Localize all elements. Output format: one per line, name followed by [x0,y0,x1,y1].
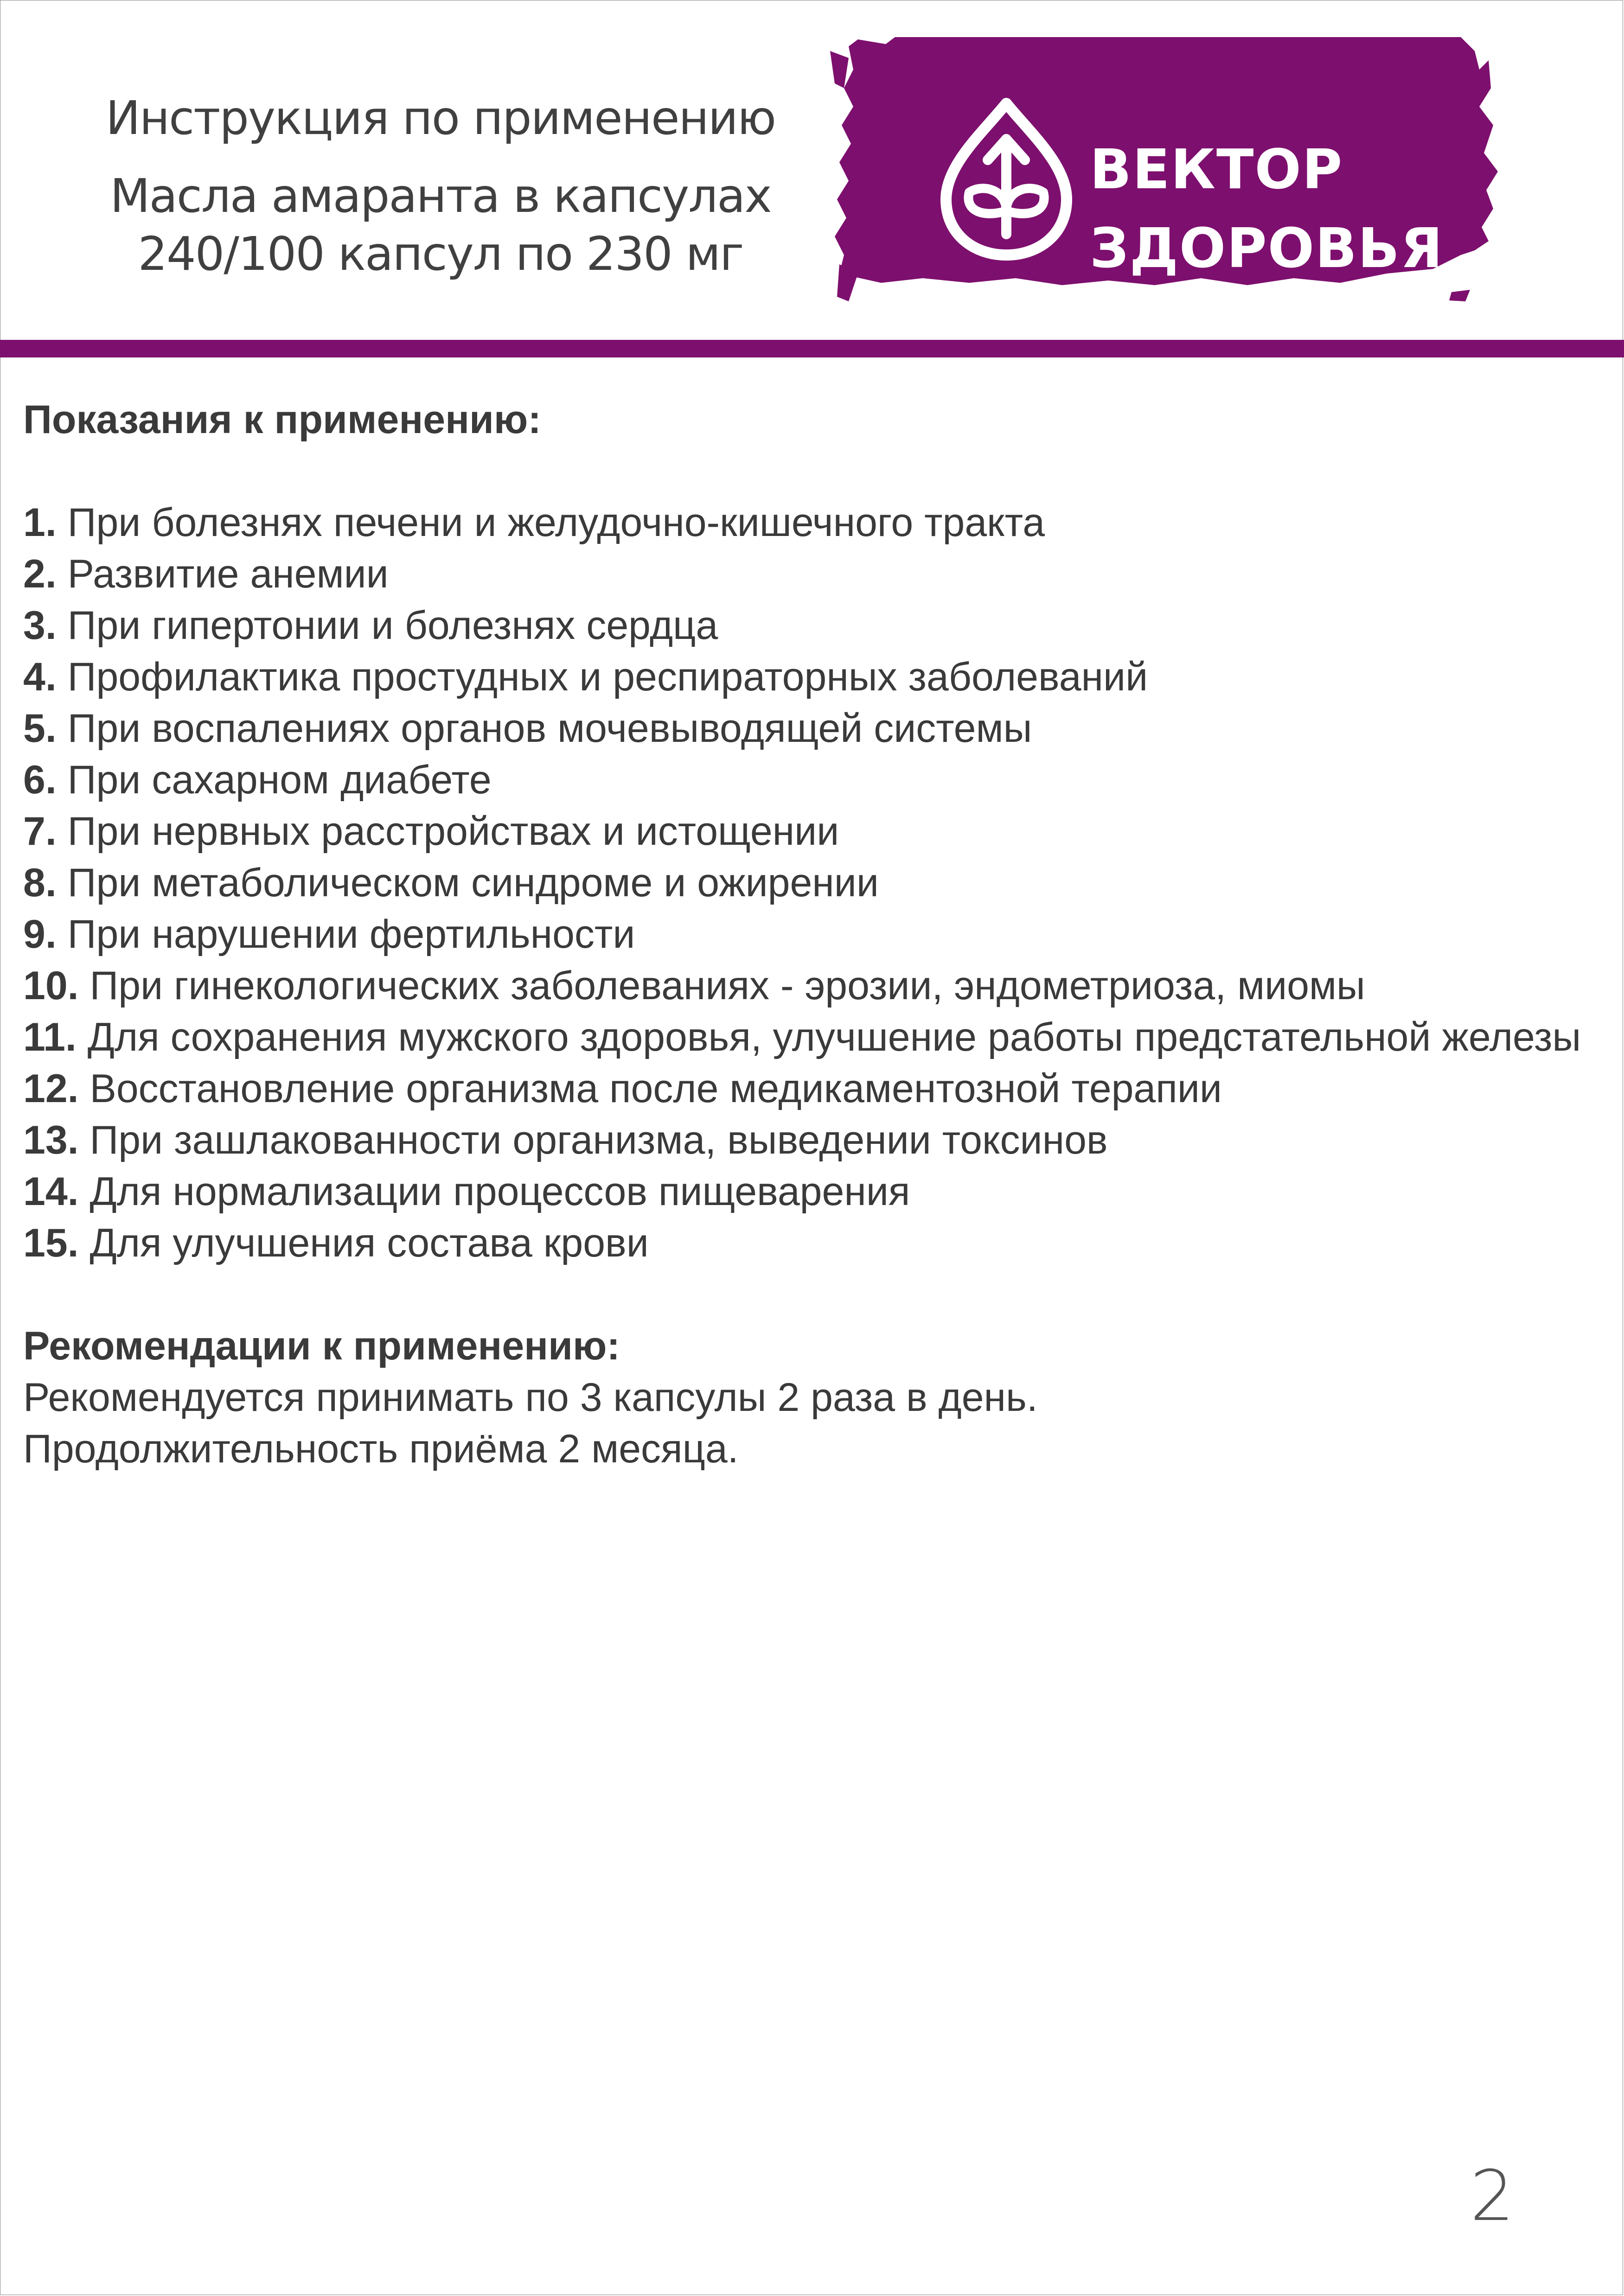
list-item: 10. При гинекологических заболеваниях - эрозии, эндометриоза, миомы [23,963,1365,1008]
list-item: 3. При гипертонии и болезнях сердца [23,603,718,648]
list-item: 9. При нарушении фертильности [23,912,635,957]
header-titles [70,88,812,283]
dosage-text: Рекомендуется принимать по 3 капсулы 2 раза в день. [23,1375,1038,1420]
list-item: 14. Для нормализации процессов пищеварения [23,1169,910,1214]
logo-line-1: ВЕКТОР [1090,137,1343,201]
instruction-content [23,394,1591,1475]
indications-list [23,497,1591,1269]
list-item: 11. Для сохранения мужского здоровья, улучшение работы предстательной железы [23,1015,1581,1059]
recommendations-heading: Рекомендации к применению: [23,1324,620,1368]
product-name: Масла амаранта в капсулах [110,169,771,223]
list-item: 2. Развитие анемии [23,552,389,596]
list-item: 13. При зашлакованности организма, выведении токсинов [23,1118,1108,1162]
list-item: 6. При сахарном диабете [23,758,492,802]
logo-line-2: ЗДОРОВЬЯ [1090,216,1444,280]
list-item: 7. При нервных расстройствах и истощении [23,809,839,854]
recommendations-section [23,1320,1591,1475]
list-item: 15. Для улучшения состава крови [23,1221,649,1265]
list-item: 12. Восстановление организма после медикаментозной терапии [23,1066,1222,1111]
list-item: 4. Профилактика простудных и респираторных заболеваний [23,655,1148,699]
logo-wordmark [1090,130,1444,287]
document-title: Инструкция по применению [105,91,776,145]
list-item: 5. При воспалениях органов мочевыводящей системы [23,706,1032,751]
product-pack: 240/100 капсул по 230 мг [138,227,743,281]
header-divider-bar [0,340,1624,357]
list-item: 1. При болезнях печени и желудочно-кишечного тракта [23,500,1045,545]
duration-text: Продолжительность приёма 2 месяца. [23,1427,739,1471]
brand-logo [830,32,1516,311]
list-item: 8. При метаболическом синдроме и ожирении [23,861,879,905]
page-number: 2 [1470,2156,1515,2237]
drop-leaf-arrow-icon [932,95,1081,262]
indications-heading: Показания к применению: [23,397,541,442]
